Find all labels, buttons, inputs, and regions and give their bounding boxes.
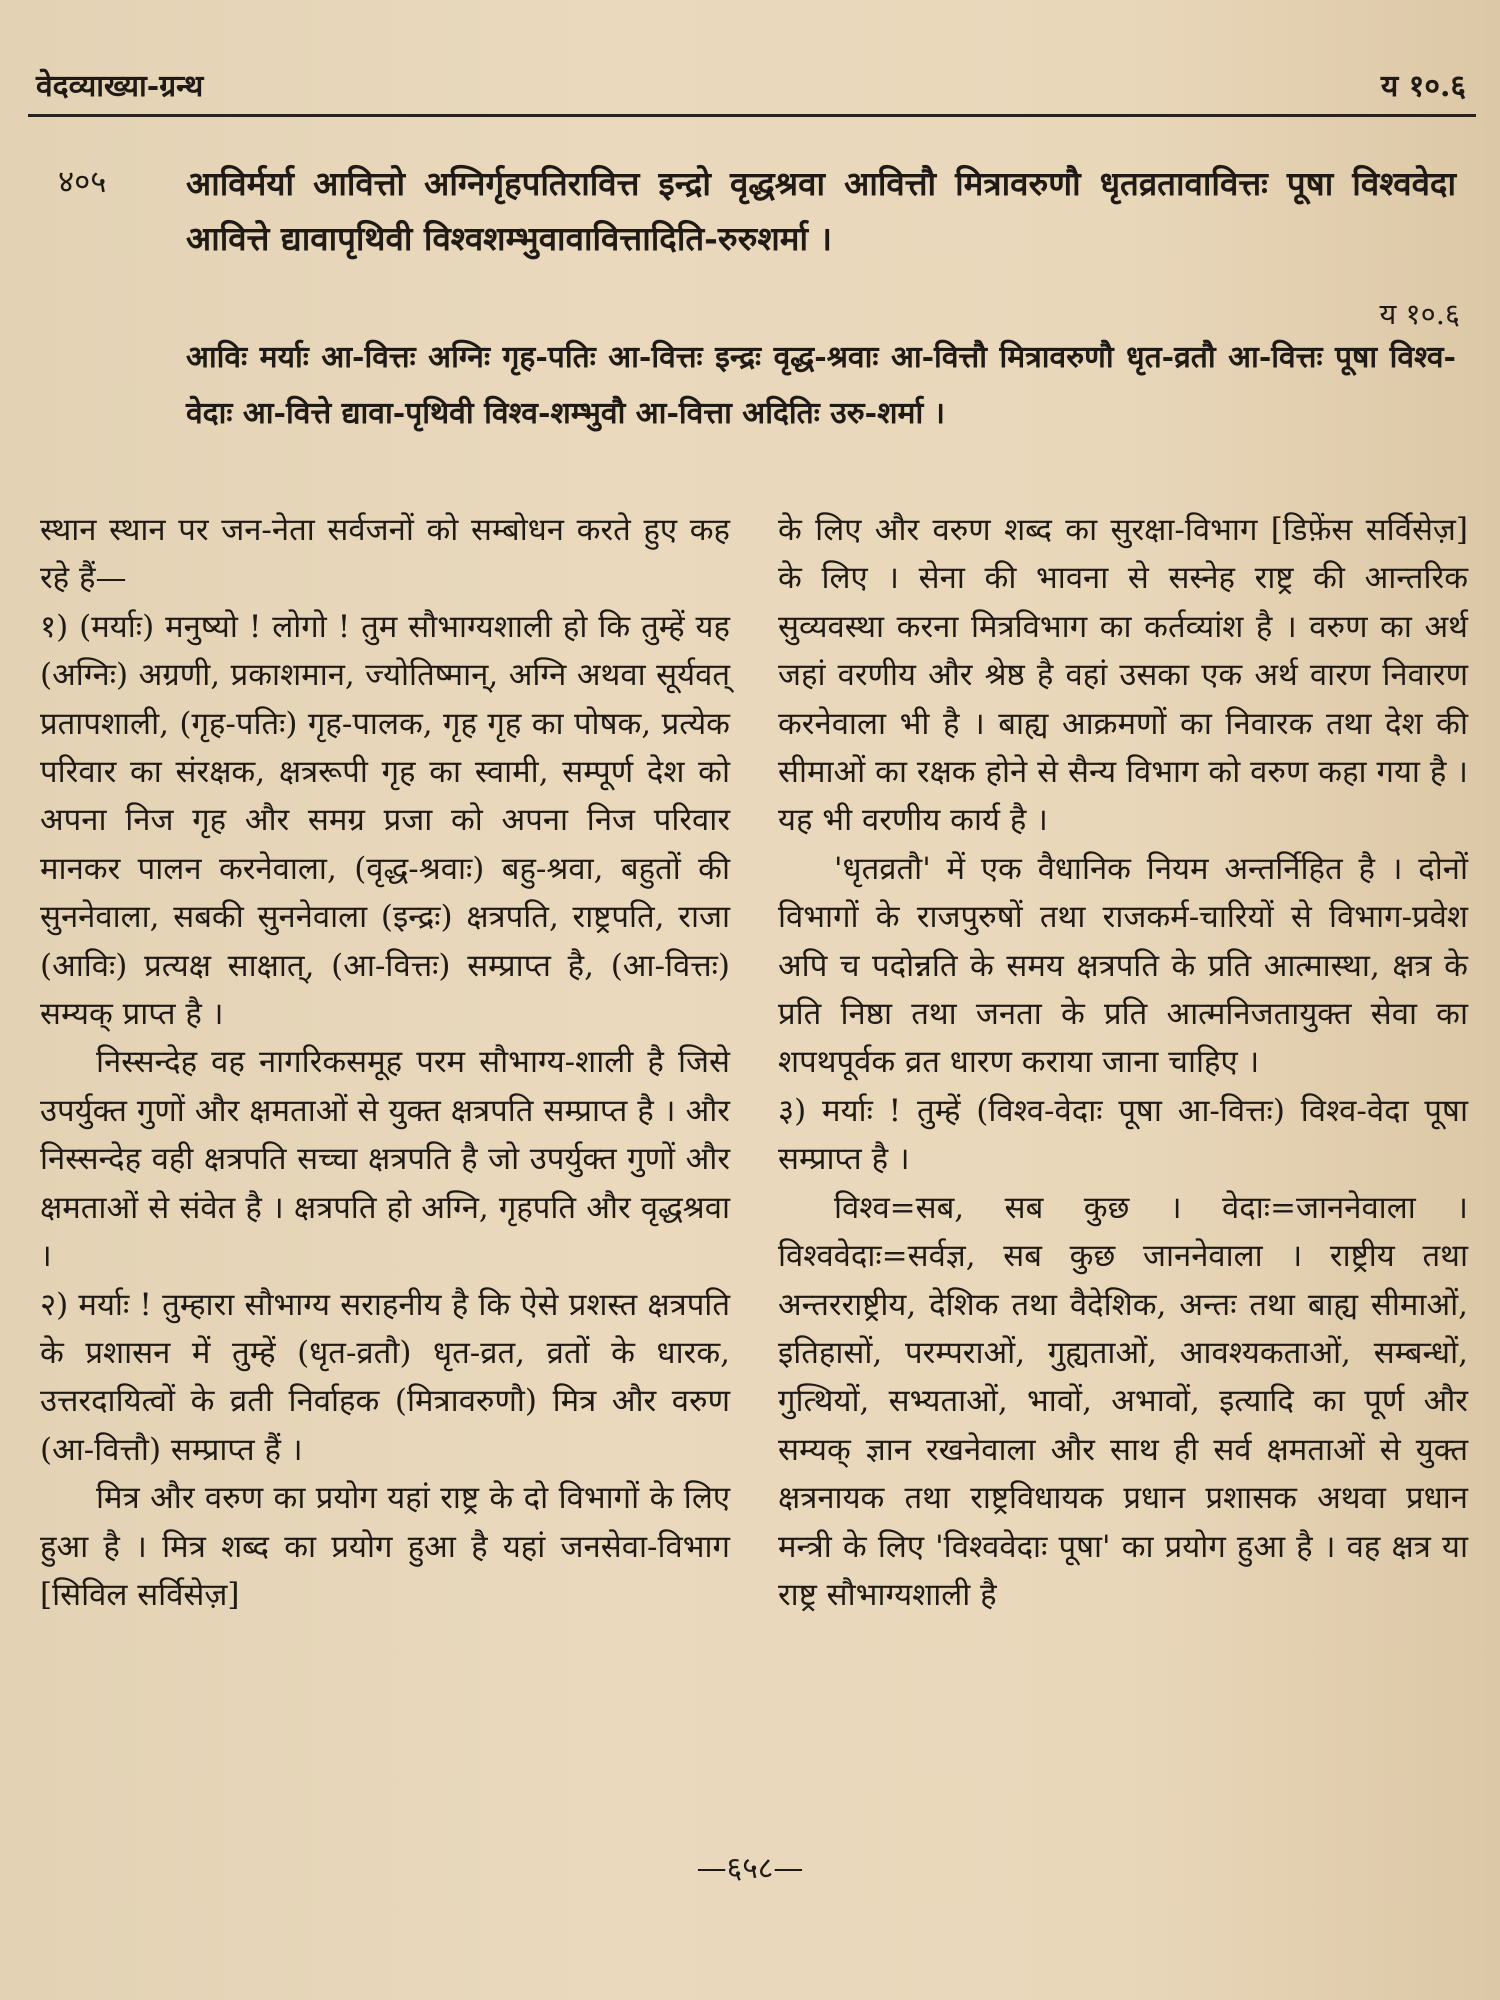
paragraph: १) (मर्याः) मनुष्यो ! लोगो ! तुम सौभाग्यशाली हो कि तुम्हें यह (अग्निः) अग्रणी, प्रकाशमान, ज्योतिष्मान्, अग्नि अथवा सूर्यवत् प्रतापशाली, (गृह-पतिः) गृह-पालक, गृह गृह का पोषक, प्रत्येक परिवार का संरक्षक, क्षत्ररूपी गृह का स्वामी, सम्पूर्ण देश को अपना निज गृह और समग्र प्रजा को अपना निज परिवार मानकर पालन करनेवाला, (वृद्ध-श्रवाः) बहु-श्रवा, बहुतों की सुननेवाला, सबकी सुननेवाला (इन्द्रः) क्षत्रपति, राष्ट्रपति, राजा (आविः) प्रत्यक्ष साक्षात्, (आ-वित्तः) सम्प्राप्त है, (आ-वित्तः) सम्यक् प्राप्त है । xyxy=(40,608,730,1033)
paragraph: के लिए और वरुण शब्द का सुरक्षा-विभाग [डिफ़ेंस सर्विसेज़] के लिए । सेना की भावना से सस्नेह राष्ट्र की आन्तरिक सुव्यवस्था करना मित्रविभाग का कर्तव्यांश है । वरुण का अर्थ जहां वरणीय और श्रेष्ठ है वहां उसका एक अर्थ वारण निवारण करनेवाला भी है । बाह्य आक्रमणों का निवारक तथा देश की सीमाओं का रक्षक होने से सैन्य विभाग को वरुण कहा गया है । यह भी वरणीय कार्य है । xyxy=(778,512,1468,839)
paragraph: 'धृतव्रतौ' में एक वैधानिक नियम अन्तर्निहित है । दोनों विभागों के राजपुरुषों तथा राजकर्म-चारियों से विभाग-प्रवेश अपि च पदोन्नति के समय क्षत्रपति के प्रति आत्मास्था, क्षत्र के प्रति निष्ठा तथा जनता के प्रति आत्मनिजतायुक्त सेवा का शपथपूर्वक व्रत धारण कराया जाना चाहिए । xyxy=(778,850,1468,1081)
left-column xyxy=(40,506,730,1619)
paragraph: विश्व=सब, सब कुछ । वेदाः=जाननेवाला । विश्ववेदाः=सर्वज्ञ, सब कुछ जाननेवाला । राष्ट्रीय तथा अन्तरराष्ट्रीय, देशिक तथा वैदेशिक, अन्तः तथा बाह्य सीमाओं, इतिहासों, परम्पराओं, गुह्यताओं, आवश्यकताओं, सम्बन्धों, गुत्थियों, सभ्यताओं, भावों, अभावों, इत्यादि का पूर्ण और सम्यक् ज्ञान रखनेवाला और साथ ही सर्व क्षमताओं से युक्त क्षत्रनायक तथा राष्ट्रविधायक प्रधान प्रशासक अथवा प्रधान मन्त्री के लिए 'विश्ववेदाः पूषा' का प्रयोग हुआ है । वह क्षत्र या राष्ट्र सौभाग्यशाली है xyxy=(778,1189,1468,1613)
right-column xyxy=(778,506,1468,1619)
mantra-number: ४०५ xyxy=(58,164,107,200)
book-title: वेदव्याख्या-ग्रन्थ xyxy=(36,69,204,104)
paragraph: स्थान स्थान पर जन-नेता सर्वजनों को सम्बोधन करते हुए कह रहे हैं— xyxy=(40,512,730,597)
mantra-text: आविर्मर्या आवित्तो अग्निर्गृहपतिरावित्त इन्द्रो वृद्धश्रवा आवित्तौ मित्रावरुणौ धृतव्रतावावित्तः पूषा विश्ववेदा आवित्ते द्यावापृथिवी विश्वशम्भुवावावित्तादिति-रुरुशर्मा । xyxy=(186,164,1456,258)
paragraph: ३) मर्याः ! तुम्हें (विश्व-वेदाः पूषा आ-वित्तः) विश्व-वेदा पूषा सम्प्राप्त है । xyxy=(778,1092,1468,1178)
running-header xyxy=(28,62,1478,114)
header-divider xyxy=(28,114,1476,117)
paragraph: निस्सन्देह वह नागरिकसमूह परम सौभाग्य-शाली है जिसे उपर्युक्त गुणों और क्षमताओं से युक्त क्षत्रपति सम्प्राप्त है । और निस्सन्देह वही क्षत्रपति सच्चा क्षत्रपति है जो उपर्युक्त गुणों और क्षमताओं से संवेत है । क्षत्रपति हो अग्नि, गृहपति और वृद्धश्रवा । xyxy=(40,1044,730,1275)
paragraph: मित्र और वरुण का प्रयोग यहां राष्ट्र के दो विभागों के लिए हुआ है । मित्र शब्द का प्रयोग हुआ है यहां जनसेवा-विभाग [सिविल सर्विसेज़] xyxy=(40,1480,730,1613)
page-number: —६५८— xyxy=(696,1851,804,1886)
padapatha-text: आविः मर्याः आ-वित्तः अग्निः गृह-पतिः आ-वित्तः इन्द्रः वृद्ध-श्रवाः आ-वित्तौ मित्रावरुणौ धृत-व्रतौ आ-वित्तः पूषा विश्व-वेदाः आ-वित्ते द्यावा-पृथिवी विश्व-शम्भुवौ आ-वित्ता अदितिः उरु-शर्मा । xyxy=(186,340,1456,431)
chapter-reference: य १०.६ xyxy=(1380,69,1466,104)
paragraph: २) मर्याः ! तुम्हारा सौभाग्य सराहनीय है कि ऐसे प्रशस्त क्षत्रपति के प्रशासन में तुम्हें (धृत-व्रतौ) धृत-व्रत, व्रतों के धारक, उत्तरदायित्वों के व्रती निर्वाहक (मित्रावरुणौ) मित्र और वरुण (आ-वित्तौ) सम्प्राप्त हैं । xyxy=(40,1286,730,1468)
mantra-reference: य १०.६ xyxy=(1379,297,1460,331)
